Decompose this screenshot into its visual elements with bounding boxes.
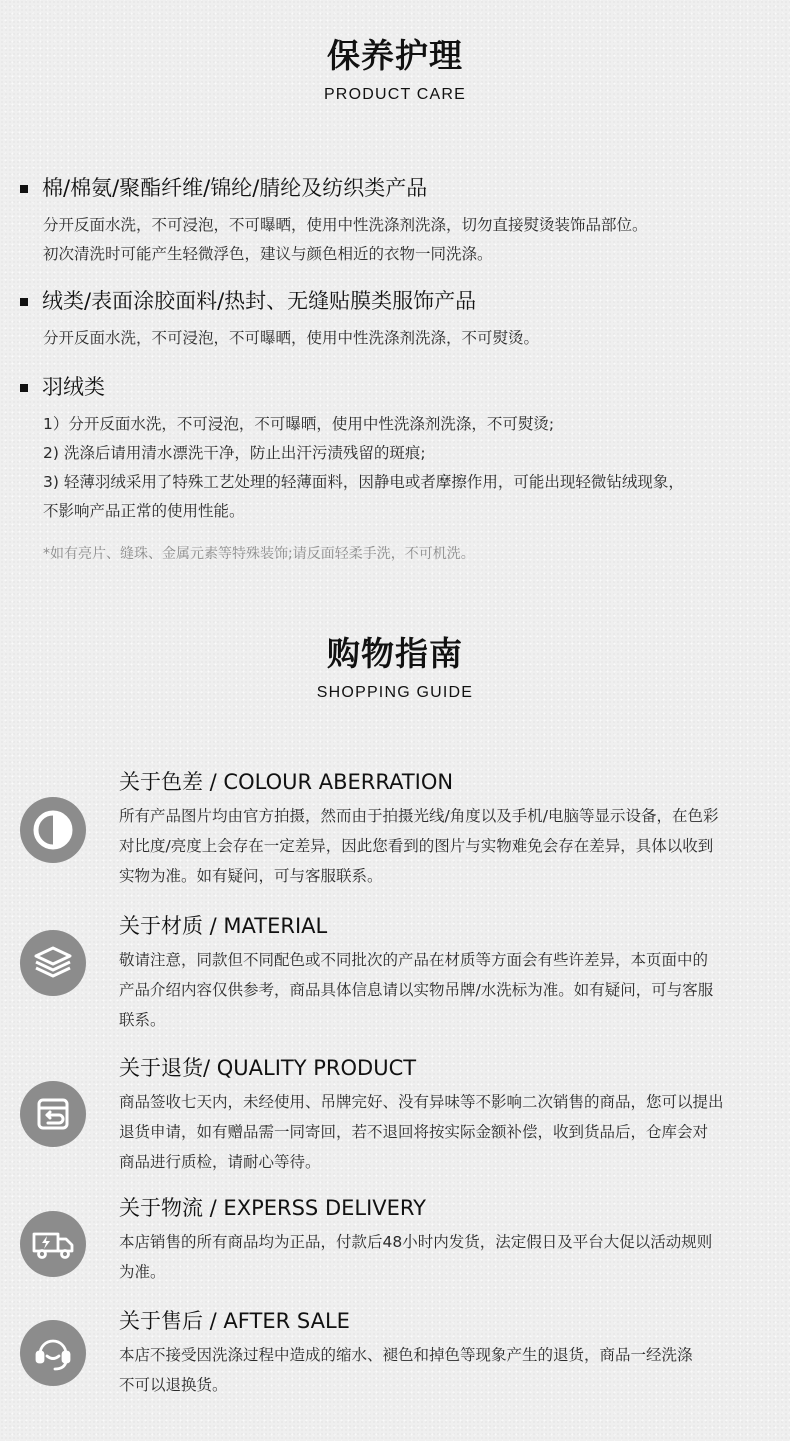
guide-line: 退货申请，如有赠品需一同寄回，若不退回将按实际金额补偿，收到货品后，仓库会对 xyxy=(119,1123,709,1142)
contrast-icon xyxy=(20,797,86,863)
guide-line: 不可以退换货。 xyxy=(119,1376,228,1395)
care-heading: 棉/棉氨/聚酯纤维/锦纶/腈纶及纺织类产品 xyxy=(42,176,428,200)
guide-line: 联系。 xyxy=(119,1011,166,1030)
care-subtitle: PRODUCT CARE xyxy=(323,85,467,103)
guide-line: 对比度/亮度上会存在一定差异，因此您看到的图片与实物难免会存在差异，具体以收到 xyxy=(119,837,714,856)
square-bullet-icon xyxy=(20,384,28,392)
care-title: 保养护理 xyxy=(327,36,463,75)
care-line: 分开反面水洗，不可浸泡，不可曝晒，使用中性洗涤剂洗涤，不可熨烫。 xyxy=(43,329,540,348)
care-section-fleece xyxy=(20,289,780,353)
guide-line: 商品进行质检，请耐心等待。 xyxy=(119,1153,321,1172)
care-heading: 绒类/表面涂胶面料/热封、无缝贴膜类服饰产品 xyxy=(42,289,477,313)
care-note: *如有亮片、缝珠、金属元素等特殊装饰;请反面轻柔手洗，不可机洗。 xyxy=(43,546,475,562)
return-box-icon xyxy=(20,1081,86,1147)
guide-line: 本店销售的所有商品均为正品，付款后48小时内发货，法定假日及平台大促以活动规则 xyxy=(119,1233,713,1252)
guide-heading: 关于物流 / EXPERSS DELIVERY xyxy=(119,1196,426,1220)
guide-heading: 关于色差 / COLOUR ABERRATION xyxy=(119,770,454,794)
guide-line: 产品介绍内容仅供参考，商品具体信息请以实物吊牌/水洗标为准。如有疑问，可与客服 xyxy=(119,981,714,1000)
guide-line: 为准。 xyxy=(119,1263,166,1282)
guide-line: 实物为准。如有疑问，可与客服联系。 xyxy=(119,867,383,886)
care-line: 初次清洗时可能产生轻微浮色，建议与颜色相近的衣物一同洗涤。 xyxy=(43,245,493,264)
guide-heading: 关于售后 / AFTER SALE xyxy=(119,1309,350,1333)
care-line: 分开反面水洗，不可浸泡，不可曝晒，使用中性洗涤剂洗涤，切勿直接熨烫装饰品部位。 xyxy=(43,216,648,235)
guide-heading: 关于材质 / MATERIAL xyxy=(119,914,328,938)
guide-subtitle: SHOPPING GUIDE xyxy=(316,683,474,701)
guide-heading: 关于退货/ QUALITY PRODUCT xyxy=(119,1056,417,1080)
care-heading: 羽绒类 xyxy=(42,375,105,399)
guide-line: 本店不接受因洗涤过程中造成的缩水、褪色和掉色等现象产生的退货，商品一经洗涤 xyxy=(119,1346,693,1365)
square-bullet-icon xyxy=(20,298,28,306)
square-bullet-icon xyxy=(20,185,28,193)
care-line: 1）分开反面水洗，不可浸泡，不可曝晒，使用中性洗涤剂洗涤，不可熨烫; xyxy=(43,415,555,434)
guide-header xyxy=(0,634,790,702)
guide-line: 敬请注意，同款但不同配色或不同批次的产品在材质等方面会有些许差异，本页面中的 xyxy=(119,951,709,970)
guide-title: 购物指南 xyxy=(327,634,463,673)
care-header xyxy=(0,36,790,104)
care-section-down xyxy=(20,375,780,526)
care-line: 不影响产品正常的使用性能。 xyxy=(43,502,245,521)
guide-line: 所有产品图片均由官方拍摄，然而由于拍摄光线/角度以及手机/电脑等显示设备，在色彩 xyxy=(119,807,719,826)
headset-icon xyxy=(20,1320,86,1386)
care-line: 2) 洗涤后请用清水漂洗干净，防止出汗污渍残留的斑痕; xyxy=(43,444,426,463)
delivery-truck-icon xyxy=(20,1211,86,1277)
layers-icon xyxy=(20,930,86,996)
guide-line: 商品签收七天内，未经使用、吊牌完好、没有异味等不影响二次销售的商品，您可以提出 xyxy=(119,1093,724,1112)
care-section-cotton xyxy=(20,176,780,269)
care-line: 3) 轻薄羽绒采用了特殊工艺处理的轻薄面料，因静电或者摩擦作用，可能出现轻微钻绒现象， xyxy=(43,473,684,492)
